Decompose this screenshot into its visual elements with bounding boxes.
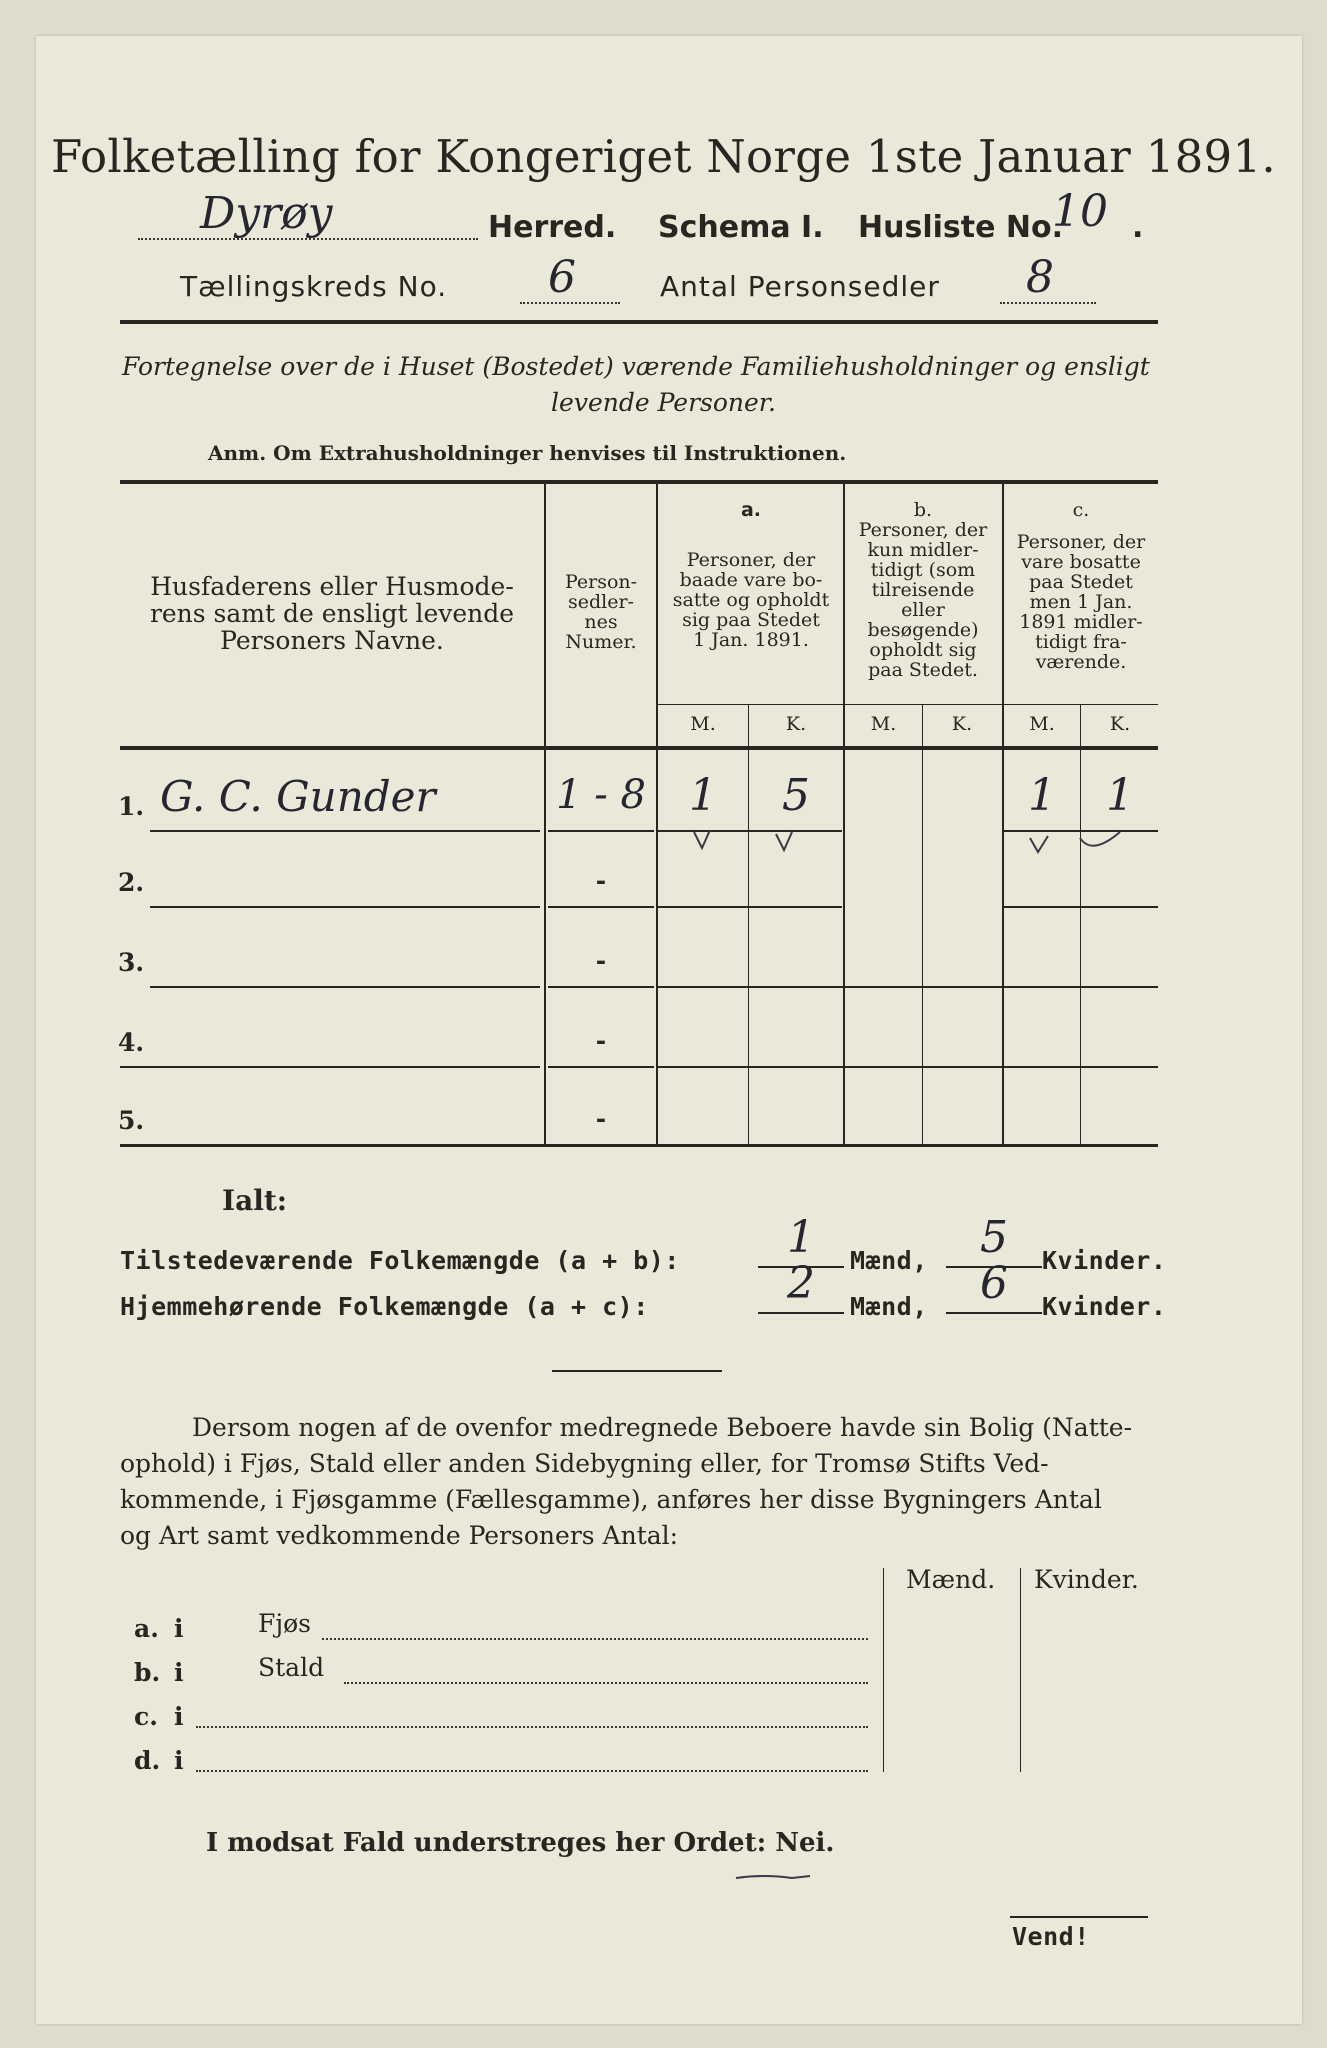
- anm-note: Anm. Om Extrahusholdninger henvises til Instruktionen.: [208, 441, 847, 465]
- header-b-text: Personer, der kun midler- tidigt (som tilreisende eller besøgende) opholdt sig paa Stedet.: [858, 519, 988, 681]
- ialt-label: Ialt:: [222, 1184, 288, 1217]
- row-personsedler-num: -: [595, 946, 607, 975]
- herred-label: Herred.: [488, 210, 617, 245]
- total-present-women[interactable]: 5: [980, 1212, 1008, 1263]
- schema-label: Schema I.: [658, 210, 824, 245]
- col-divider: [748, 705, 749, 1146]
- col-divider: [1020, 1568, 1021, 1772]
- subheader-rule: [656, 704, 1158, 705]
- item-i: i: [174, 1614, 184, 1643]
- total-resident-men[interactable]: 2: [787, 1258, 815, 1309]
- item-letter: a.: [134, 1614, 159, 1643]
- total-present-men[interactable]: 1: [787, 1212, 815, 1263]
- form-title: Folketælling for Kongeriget Norge 1ste Januar 1891.: [50, 130, 1277, 183]
- kreds-value[interactable]: 6: [548, 252, 576, 303]
- kreds-label: Tællingskreds No.: [180, 270, 448, 303]
- row-rule: [150, 830, 540, 832]
- row-a-k[interactable]: 5: [782, 770, 810, 821]
- total-present-label: Tilstedeværende Folkemængde (a + b):: [120, 1246, 680, 1275]
- kvinder-label: Kvinder.: [1042, 1246, 1167, 1275]
- item-label: Stald: [258, 1653, 325, 1682]
- row-number: 4.: [118, 1028, 145, 1057]
- row-rule: [548, 1066, 654, 1068]
- pen-stroke: [734, 1870, 814, 1884]
- row-rule: [150, 906, 540, 908]
- item-dotted-line: [196, 1768, 868, 1772]
- col-maend-header: Mænd.: [906, 1565, 996, 1594]
- husliste-period: .: [1132, 210, 1144, 245]
- row-rule: [658, 1066, 1158, 1068]
- row-rule: [658, 906, 842, 908]
- maend-label: Mænd,: [850, 1292, 928, 1321]
- row-personsedler-num: -: [595, 866, 607, 895]
- item-i: i: [174, 1658, 184, 1687]
- header-a-letter: a.: [740, 499, 762, 521]
- kvinder-label: Kvinder.: [1042, 1292, 1167, 1321]
- col-divider: [544, 482, 546, 1146]
- buildings-paragraph: Dersom nogen af de ovenfor medregnede Beboere havde sin Bolig (Natte- ophold) i Fjøs, Stald eller anden Sidebygning eller, for Tromsø Stifts Ved- kommende, i Fjøsgamme (Fællesgamme), anføres her disse Bygningers Antal og Art samt vedkommende Personers Antal:: [120, 1413, 1133, 1550]
- sub-b-m: M.: [870, 713, 897, 735]
- item-letter: c.: [134, 1702, 158, 1731]
- husliste-value[interactable]: 10: [1052, 186, 1108, 237]
- item-letter: d.: [134, 1746, 161, 1775]
- row-c-k[interactable]: 1: [1106, 770, 1134, 821]
- row-rule: [150, 986, 540, 988]
- antal-label: Antal Personsedler: [660, 270, 940, 303]
- row-number: 2.: [118, 868, 145, 897]
- herred-value[interactable]: Dyrøy: [200, 188, 333, 239]
- checkmarks: [680, 828, 1160, 858]
- row-rule: [548, 830, 654, 832]
- antal-value[interactable]: 8: [1026, 252, 1054, 303]
- sub-a-k: K.: [785, 713, 807, 735]
- row-number: 5.: [118, 1106, 145, 1135]
- header-c-text: Personer, der vare bosatte paa Stedet men 1 Jan. 1891 midler- tidigt fra- værende.: [1016, 531, 1146, 673]
- sub-a-m: M.: [690, 713, 716, 735]
- section-divider: [552, 1370, 722, 1372]
- sub-c-k: K.: [1109, 713, 1131, 735]
- header-names: Husfaderens eller Husmode- rens samt de ensligt levende Personers Navne.: [149, 572, 515, 655]
- modsat-note: I modsat Fald understreges her Ordet: Nei.: [206, 1828, 835, 1858]
- row-c-m[interactable]: 1: [1028, 770, 1056, 821]
- vend-rule: [1010, 1916, 1148, 1918]
- item-label: Fjøs: [258, 1609, 311, 1638]
- sub-b-k: K.: [951, 713, 973, 735]
- intro-line-1: Fortegnelse over de i Huset (Bostedet) værende Familiehusholdninger og ensligt: [122, 352, 1150, 381]
- row-rule: [1004, 906, 1158, 908]
- vend-label: Vend!: [1012, 1922, 1090, 1951]
- intro-line-2: levende Personer.: [551, 388, 776, 417]
- row-rule: [548, 986, 654, 988]
- row-rule: [548, 906, 654, 908]
- item-dotted-line: [344, 1680, 868, 1684]
- total-resident-label: Hjemmehørende Folkemængde (a + c):: [120, 1292, 649, 1321]
- col-divider: [1080, 705, 1081, 1146]
- header-a-text: Personer, der baade vare bo- satte og opholdt sig paa Stedet 1 Jan. 1891.: [672, 549, 830, 651]
- header-rule: [120, 320, 1158, 324]
- col-divider: [922, 705, 923, 1146]
- maend-label: Mænd,: [850, 1246, 928, 1275]
- row-number: 3.: [118, 948, 145, 977]
- item-i: i: [174, 1702, 184, 1731]
- item-dotted-line: [322, 1636, 868, 1640]
- row-rule: [120, 1066, 540, 1068]
- col-divider: [883, 1568, 884, 1772]
- item-dotted-line: [196, 1724, 868, 1728]
- row-a-m[interactable]: 1: [689, 770, 717, 821]
- row-name[interactable]: G. C. Gunder: [160, 772, 436, 821]
- header-b-letter: b.: [913, 499, 933, 521]
- header-c-letter: c.: [1072, 499, 1090, 521]
- row-number: 1.: [118, 792, 145, 821]
- row-personsedler-num[interactable]: 1 - 8: [556, 772, 646, 818]
- row-rule: [658, 986, 1158, 988]
- underline: [758, 1312, 844, 1314]
- item-letter: b.: [134, 1658, 161, 1687]
- husliste-label: Husliste No.: [858, 210, 1063, 245]
- sub-c-m: M.: [1029, 713, 1055, 735]
- underline: [946, 1312, 1042, 1314]
- row-personsedler-num: -: [595, 1026, 607, 1055]
- total-resident-women[interactable]: 6: [980, 1258, 1008, 1309]
- item-i: i: [174, 1746, 184, 1775]
- col-kvinder-header: Kvinder.: [1034, 1565, 1139, 1594]
- header-personsedler: Person- sedler- nes Numer.: [564, 571, 638, 653]
- row-personsedler-num: -: [595, 1104, 607, 1133]
